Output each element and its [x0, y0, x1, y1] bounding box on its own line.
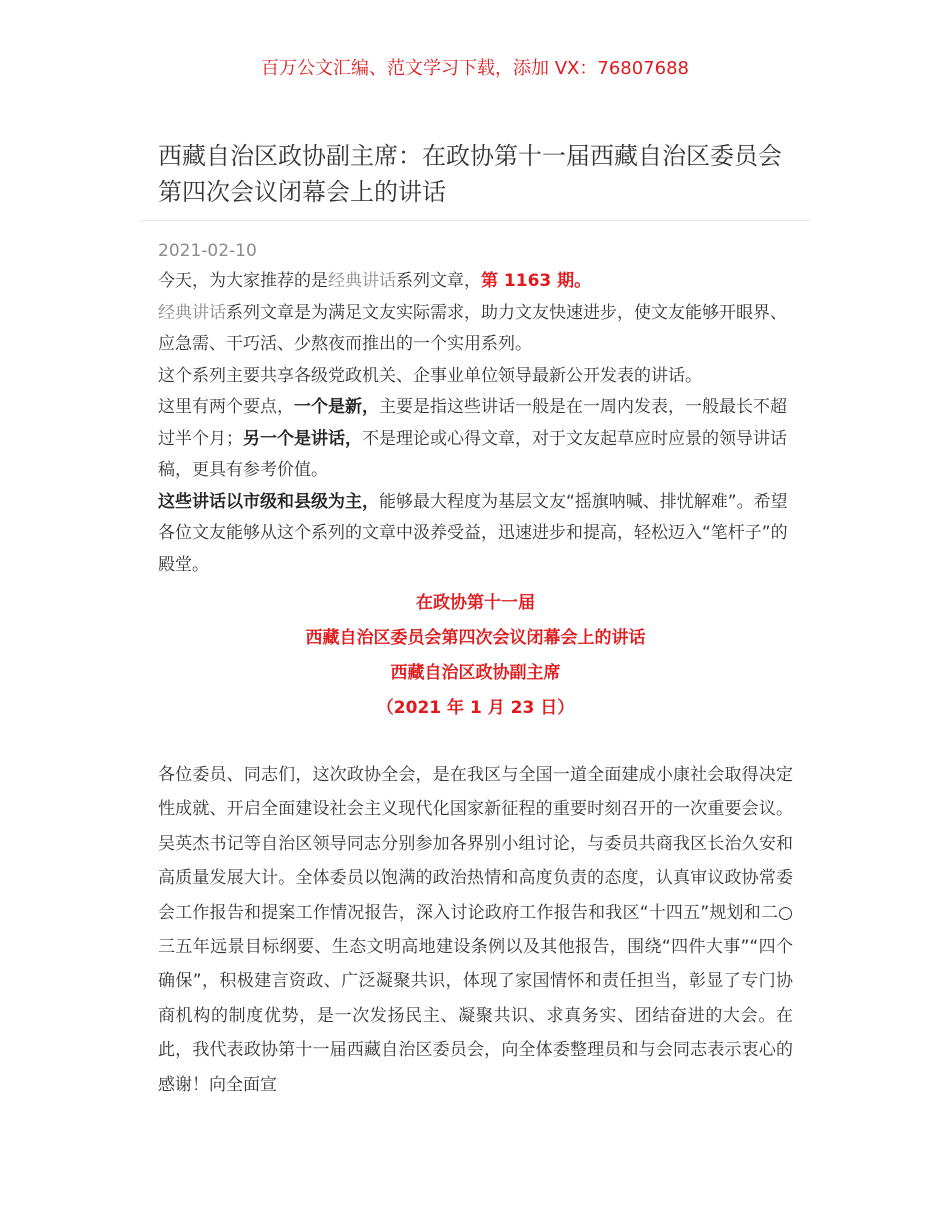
intro-p4-a: 这里有两个要点，	[158, 397, 294, 417]
series-link-2[interactable]: 经典讲话	[158, 302, 226, 323]
intro-paragraph-3: 这个系列主要共享各级党政机关、企事业单位领导最新公开发表的讲话。	[158, 365, 702, 386]
intro-p1-mid: 系列文章，	[396, 271, 481, 291]
intro-paragraph-1	[158, 266, 793, 298]
publish-date: 2021-02-10	[158, 241, 257, 261]
intro-p1-prefix: 今天，为大家推荐的是	[158, 271, 328, 291]
speech-heading-line-3: 西藏自治区政协副主席	[390, 663, 561, 683]
intro-paragraph-4	[158, 392, 793, 487]
speech-heading-line-4: （2021 年 1 月 23 日）	[376, 698, 575, 718]
speech-heading-line-2: 西藏自治区委员会第四次会议闭幕会上的讲话	[305, 628, 646, 648]
speech-heading-line-1: 在政协第十一届	[416, 593, 535, 613]
title-divider	[140, 220, 810, 221]
intro-p4-e: 不是理论或心得文章，对于文友起草应时应景的领导讲话稿，更具有参考价值。	[158, 428, 787, 480]
intro-p4-bold-1: 一个是新，	[294, 397, 379, 417]
intro-paragraph-2	[158, 298, 793, 361]
issue-number: 第 1163 期。	[481, 271, 592, 291]
speech-body: 各位委员、同志们，这次政协全会，是在我区与全国一道全面建成小康社会取得决定性成就、开启全面建设社会主义现代化国家新征程的重要时刻召开的一次重要会议。吴英杰书记等自治区领导同志分别参加各界别小组讨论，与委员共商我区长治久安和高质量发展大计。全体委员以饱满的政治热情和高度负责的态度，认真审议政协常委会工作报告和提案工作情况报告，深入讨论政府工作报告和我区“十四五”规划和二○三五年远景目标纲要、生态文明高地建设条例以及其他报告，围绕“四件大事”“四个确保”，积极建言资政、广泛凝聚共识，体现了家国情怀和责任担当，彰显了专门协商机构的制度优势，是一次发扬民主、凝聚共识、求真务实、团结奋进的大会。在此，我代表政协第十一届西藏自治区委员会，向全体委整理员和与会同志表示衷心的感谢！向全面宣	[158, 765, 793, 1095]
intro-paragraph-5	[158, 487, 793, 582]
promo-banner: 百万公文汇编、范文学习下载，添加 VX：76807688	[261, 58, 689, 79]
intro-section	[158, 266, 793, 581]
article-title: 西藏自治区政协副主席：在政协第十一届西藏自治区委员会第四次会议闭幕会上的讲话	[158, 142, 782, 206]
intro-p4-c: 主要是指这些讲话一般是在一周内发表，一般最长不超过半个月；	[158, 397, 787, 449]
series-link[interactable]: 经典讲话	[328, 271, 396, 291]
intro-p5-text: 能够最大程度为基层文友“摇旗呐喊、排忧解难”。希望各位文友能够从这个系列的文章中汲养受益，迅速进步和提高，轻松迈入“笔杆子”的殿堂。	[158, 491, 788, 575]
intro-p5-bold: 这些讲话以市级和县级为主，	[158, 491, 379, 512]
intro-p4-bold-2: 另一个是讲话，	[243, 428, 362, 449]
intro-p2-text: 系列文章是为满足文友实际需求，助力文友快速进步，使文友能够开眼界、应急需、干巧活、少熬夜而推出的一个实用系列。	[158, 302, 787, 354]
speech-heading	[158, 586, 793, 726]
